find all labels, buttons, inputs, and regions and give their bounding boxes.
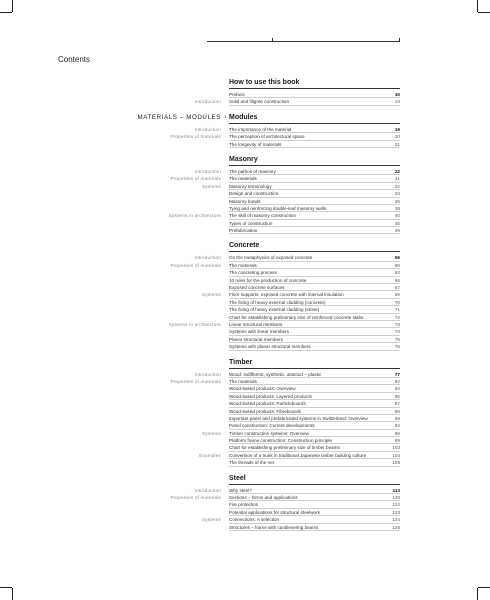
- toc-section: [0, 155, 490, 235]
- toc-row[interactable]: [0, 452, 490, 459]
- entry-title: Tying and reinforcing double-leaf masonry walls: [229, 205, 327, 211]
- toc-row[interactable]: [0, 328, 490, 335]
- toc-row[interactable]: [0, 175, 490, 182]
- part-marker: 1: [224, 113, 227, 119]
- toc-row[interactable]: [0, 408, 490, 415]
- toc-section: [0, 113, 490, 148]
- entry-title: Panel construction: Current developments: [229, 423, 315, 429]
- toc-entry[interactable]: [229, 385, 400, 392]
- entry-title: Planar structural members: [229, 336, 283, 342]
- crop-mark: [0, 587, 12, 588]
- section-title[interactable]: Masonry: [229, 155, 400, 166]
- side-category-label: Properties of materials: [170, 495, 221, 501]
- header-rule: [207, 41, 400, 42]
- entry-title: Wood-based products: Layered products: [229, 393, 312, 399]
- entry-title: Design and construction: [229, 191, 279, 197]
- section-gap: [0, 106, 490, 113]
- page-number: 124: [392, 517, 400, 523]
- entry-title: The materials: [229, 176, 257, 182]
- page-number: 103: [392, 445, 400, 451]
- page-number: 94: [394, 423, 400, 429]
- page-number: 39: [394, 205, 400, 211]
- toc-entry[interactable]: [229, 277, 400, 284]
- entry-title: Conversion of a trunk in traditional Japanese timber building culture: [229, 452, 367, 458]
- side-category-label: Systems: [201, 430, 221, 436]
- page-number: 122: [392, 502, 400, 508]
- side-category-label: Introduction: [194, 487, 221, 493]
- side-category-label: Introduction: [194, 371, 221, 377]
- toc-row[interactable]: [0, 415, 490, 422]
- toc-entry[interactable]: [229, 141, 400, 148]
- toc-row[interactable]: [0, 212, 490, 219]
- toc-row[interactable]: [0, 321, 490, 328]
- toc-row[interactable]: [0, 269, 490, 276]
- page-number: 20: [394, 134, 400, 140]
- toc-row[interactable]: [0, 371, 490, 378]
- toc-row[interactable]: [0, 126, 490, 133]
- entry-title: 10 rules for the production of concrete: [229, 277, 307, 283]
- toc-row[interactable]: [0, 198, 490, 205]
- crop-mark: [12, 588, 13, 600]
- toc-entry[interactable]: [229, 314, 400, 321]
- entry-title: Linear structural members: [229, 321, 283, 327]
- page-number: 21: [394, 141, 400, 147]
- toc-entry[interactable]: [229, 321, 400, 328]
- entry-title: Wood-based products: Particleboards: [229, 401, 306, 407]
- toc-row[interactable]: [0, 336, 490, 343]
- toc-entry[interactable]: [229, 430, 400, 437]
- entry-title: Preface: [229, 92, 245, 97]
- entry-title: Why steel?: [229, 487, 252, 493]
- toc-row[interactable]: [0, 183, 490, 190]
- page-number: 67: [394, 285, 400, 291]
- entry-title: Structures – frame with cantilevering beams: [229, 524, 319, 530]
- page-number: 66: [394, 277, 400, 283]
- toc-row[interactable]: [0, 378, 490, 385]
- page-number: 10: [394, 92, 400, 97]
- side-category-label: Properties of materials: [170, 262, 221, 268]
- entry-title: Systems with planar structural members: [229, 344, 311, 350]
- toc-row[interactable]: [0, 444, 490, 451]
- side-category-label: Systems in architecture: [168, 321, 221, 327]
- toc-row[interactable]: [0, 141, 490, 148]
- header-tick: [399, 38, 400, 42]
- page-number: 88: [394, 408, 400, 414]
- toc-entry[interactable]: [229, 198, 400, 205]
- entry-title: Wood-based products: Fibreboards: [229, 408, 301, 414]
- table-of-contents: [0, 78, 490, 531]
- side-category-label: Examples: [199, 452, 221, 458]
- page-number: 126: [392, 524, 400, 530]
- page-number: 69: [394, 292, 400, 298]
- page-number: 105: [392, 460, 400, 466]
- page-number: 77: [394, 371, 400, 377]
- entry-title: Wood-based products: Overview: [229, 386, 296, 392]
- section-title[interactable]: Steel: [229, 474, 400, 485]
- page-number: 35: [394, 198, 400, 204]
- side-category-label: Properties of materials: [170, 378, 221, 384]
- toc-row[interactable]: [0, 509, 490, 516]
- page-number: 87: [394, 401, 400, 407]
- toc-entry[interactable]: [229, 444, 400, 451]
- toc-entry[interactable]: [229, 422, 400, 429]
- entry-title: The materials: [229, 378, 257, 384]
- page-number: 113: [392, 487, 400, 493]
- section-gap: [0, 148, 490, 155]
- entry-title: Floor supports, exposed concrete with internal insulation: [229, 292, 344, 298]
- toc-section: [0, 474, 490, 531]
- entry-title: The skill of masonry construction: [229, 213, 296, 219]
- toc-entry[interactable]: [229, 227, 400, 234]
- toc-entry[interactable]: [229, 126, 400, 133]
- toc-entry[interactable]: [229, 415, 400, 422]
- page-number: 22: [394, 168, 400, 174]
- entry-title: The perception of architectural space: [229, 134, 305, 140]
- page-number: 63: [394, 270, 400, 276]
- entry-title: Chart for establishing preliminary size of timber beams: [229, 445, 340, 451]
- toc-row[interactable]: [0, 227, 490, 234]
- section-title[interactable]: How to use this book: [229, 78, 400, 89]
- toc-row[interactable]: [0, 422, 490, 429]
- page-number: 46: [394, 220, 400, 226]
- toc-row[interactable]: [0, 168, 490, 175]
- crop-mark: [478, 12, 490, 13]
- side-category-label: Systems in architecture: [168, 213, 221, 219]
- toc-entry[interactable]: [229, 459, 400, 466]
- entry-title: Sections – forms and applications: [229, 495, 298, 501]
- page-number: 84: [394, 386, 400, 392]
- toc-entry[interactable]: [229, 284, 400, 291]
- entry-title: Chart for establishing preliminary size of reinforced concrete slabs: [229, 314, 364, 320]
- entry-title: Solid and filigree construction: [229, 99, 290, 105]
- page-number: 76: [394, 344, 400, 350]
- entry-title: Masonry bonds: [229, 198, 261, 204]
- toc-section: [0, 358, 490, 467]
- page-number: 40: [394, 213, 400, 219]
- entry-title: On the metaphysics of exposed concrete: [229, 255, 313, 261]
- toc-row[interactable]: [0, 343, 490, 350]
- toc-row[interactable]: [0, 459, 490, 466]
- toc-row[interactable]: [0, 205, 490, 212]
- toc-entry[interactable]: [229, 501, 400, 508]
- entry-title: The materials: [229, 262, 257, 268]
- page-number: 49: [394, 228, 400, 234]
- toc-entry[interactable]: [229, 220, 400, 227]
- entry-title: Masonry terminology: [229, 183, 272, 189]
- toc-entry[interactable]: [229, 306, 400, 313]
- toc-row[interactable]: [0, 277, 490, 284]
- toc-row[interactable]: [0, 98, 490, 105]
- page-number: 32: [394, 183, 400, 189]
- toc-row[interactable]: [0, 254, 490, 261]
- toc-row[interactable]: [0, 494, 490, 501]
- entry-title: Timber construction systems: Overview: [229, 430, 309, 436]
- toc-entry[interactable]: [229, 393, 400, 400]
- entry-title: Exposed concrete surfaces: [229, 285, 285, 291]
- header-tick: [272, 38, 273, 42]
- toc-entry[interactable]: [229, 494, 400, 501]
- toc-entry[interactable]: [229, 437, 400, 444]
- page-number: 75: [394, 336, 400, 342]
- toc-entry[interactable]: [229, 371, 400, 378]
- toc-entry[interactable]: [229, 190, 400, 197]
- entry-title: Wood: indifferent, synthetic, abstract – plastic: [229, 371, 322, 377]
- page-number: 72: [394, 314, 400, 320]
- page-number: 120: [392, 495, 400, 501]
- toc-row[interactable]: [0, 91, 490, 98]
- page-number: 104: [392, 452, 400, 458]
- page-number: 70: [394, 299, 400, 305]
- crop-mark: [12, 0, 13, 12]
- toc-section: [0, 78, 490, 106]
- entry-title: Systems with linear members: [229, 329, 289, 335]
- section-title[interactable]: Concrete: [229, 241, 400, 252]
- toc-entry[interactable]: [229, 183, 400, 190]
- toc-row[interactable]: [0, 262, 490, 269]
- toc-entry[interactable]: [229, 254, 400, 261]
- toc-entry[interactable]: [229, 168, 400, 175]
- toc-entry[interactable]: [229, 400, 400, 407]
- toc-row[interactable]: [0, 437, 490, 444]
- toc-entry[interactable]: [229, 378, 400, 385]
- side-category-label: Systems: [201, 183, 221, 189]
- toc-section: [0, 241, 490, 350]
- section-title[interactable]: Timber: [229, 358, 400, 369]
- toc-row[interactable]: [0, 133, 490, 140]
- toc-row[interactable]: [0, 524, 490, 531]
- page-number: 19: [394, 126, 400, 132]
- page-number: 71: [394, 307, 400, 313]
- page-number: 60: [394, 262, 400, 268]
- page-number: 123: [392, 509, 400, 515]
- page-number: 31: [394, 176, 400, 182]
- toc-row[interactable]: [0, 220, 490, 227]
- toc-row[interactable]: [0, 291, 490, 298]
- entry-title: The importance of the material: [229, 126, 292, 132]
- toc-row[interactable]: [0, 190, 490, 197]
- page-number: 85: [394, 393, 400, 399]
- toc-entry[interactable]: [229, 487, 400, 494]
- entry-title: The pathos of masonry: [229, 168, 276, 174]
- toc-entry[interactable]: [229, 269, 400, 276]
- entry-title: Important panel and prefabricated systems in Switzerland: Overview: [229, 415, 368, 421]
- toc-row[interactable]: [0, 306, 490, 313]
- toc-entry[interactable]: [229, 452, 400, 459]
- crop-mark: [0, 12, 12, 13]
- toc-entry[interactable]: [229, 91, 400, 98]
- entry-title: Prefabrication: [229, 228, 258, 234]
- side-category-label: Introduction: [194, 168, 221, 174]
- toc-entry[interactable]: [229, 408, 400, 415]
- page-number: 74: [394, 329, 400, 335]
- crop-mark: [477, 0, 478, 12]
- page-number: 56: [394, 255, 400, 261]
- crop-mark: [477, 588, 478, 600]
- side-category-label: Properties of materials: [170, 176, 221, 182]
- page-number: 33: [394, 191, 400, 197]
- page-number: 13: [394, 99, 400, 105]
- side-category-label: Systems: [201, 292, 221, 298]
- toc-row[interactable]: [0, 393, 490, 400]
- entry-title: Fire protection: [229, 502, 259, 508]
- toc-row[interactable]: [0, 385, 490, 392]
- toc-entry[interactable]: [229, 98, 400, 105]
- entry-title: Potential applications for structural steelwork: [229, 509, 320, 515]
- toc-entry[interactable]: [229, 133, 400, 140]
- side-category-label: Systems: [201, 517, 221, 523]
- section-gap: [0, 234, 490, 241]
- crop-mark: [478, 587, 490, 588]
- toc-row[interactable]: [0, 400, 490, 407]
- section-gap: [0, 467, 490, 474]
- page-number: 82: [394, 378, 400, 384]
- toc-row[interactable]: [0, 487, 490, 494]
- toc-row[interactable]: [0, 299, 490, 306]
- page-title: Contents: [58, 55, 91, 64]
- toc-entry[interactable]: [229, 328, 400, 335]
- side-category-label: Introduction: [194, 126, 221, 132]
- entry-title: Types of construction: [229, 220, 273, 226]
- side-category-label: Introduction: [194, 255, 221, 261]
- toc-entry[interactable]: [229, 343, 400, 350]
- side-category-label: Introduction: [194, 99, 221, 105]
- entry-title: The threads of the net: [229, 460, 274, 466]
- page-number: 89: [394, 415, 400, 421]
- entry-title: The fixing of heavy external cladding (concrete): [229, 299, 326, 305]
- toc-entry[interactable]: [229, 509, 400, 516]
- entry-title: The concreting process: [229, 270, 277, 276]
- part-heading: [137, 113, 227, 123]
- entry-title: Platform frame construction: Construction principle: [229, 438, 332, 444]
- toc-row[interactable]: [0, 314, 490, 321]
- toc-entry[interactable]: [229, 291, 400, 298]
- toc-row[interactable]: [0, 516, 490, 523]
- toc-entry[interactable]: [229, 175, 400, 182]
- page-number: 73: [394, 321, 400, 327]
- entry-title: The longevity of materials: [229, 141, 282, 147]
- toc-entry[interactable]: [229, 205, 400, 212]
- side-category-label: Properties of materials: [170, 134, 221, 140]
- toc-row[interactable]: [0, 430, 490, 437]
- toc-entry[interactable]: [229, 524, 400, 531]
- page-number: 99: [394, 438, 400, 444]
- toc-entry[interactable]: [229, 262, 400, 269]
- entry-title: Connections: A selection: [229, 517, 280, 523]
- entry-title: The fixing of heavy external cladding (stone): [229, 307, 320, 313]
- toc-entry[interactable]: [229, 299, 400, 306]
- page-number: 96: [394, 430, 400, 436]
- section-title[interactable]: Modules: [229, 113, 400, 124]
- section-gap: [0, 351, 490, 358]
- toc-entry[interactable]: [229, 336, 400, 343]
- toc-row[interactable]: [0, 501, 490, 508]
- toc-entry[interactable]: [229, 212, 400, 219]
- toc-row[interactable]: [0, 284, 490, 291]
- part-label: MATERIALS – MODULES: [137, 113, 221, 121]
- toc-entry[interactable]: [229, 516, 400, 523]
